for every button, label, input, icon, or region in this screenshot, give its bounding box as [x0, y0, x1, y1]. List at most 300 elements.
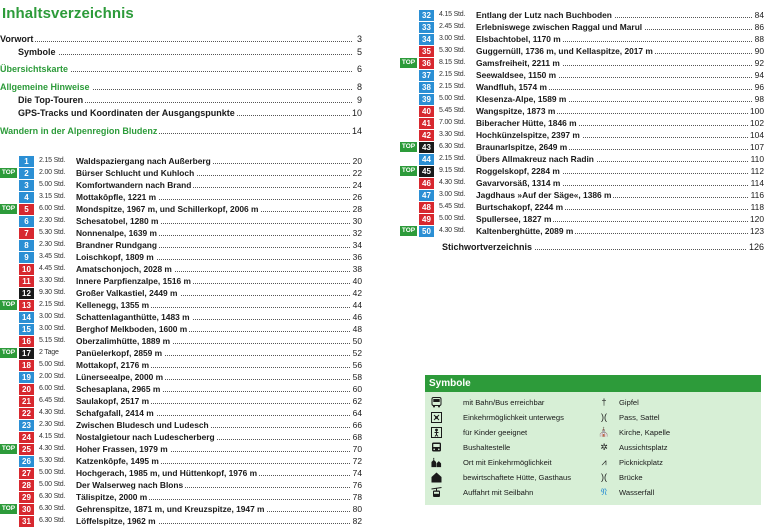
- tour-name: Spullersee, 1827 m: [476, 214, 552, 224]
- symbol-label: Picknickplatz: [619, 458, 663, 467]
- tour-duration: 2 Tage: [39, 349, 59, 356]
- tour-number-badge: 25: [19, 444, 34, 455]
- tour-entry[interactable]: [400, 153, 764, 165]
- top-badge: TOP: [401, 167, 416, 174]
- tour-entry[interactable]: [0, 359, 362, 371]
- tour-name: Mondspitze, 1967 m, und Schillerkopf, 2006 m: [76, 204, 259, 214]
- tour-duration: 6.30 Std.: [39, 505, 66, 512]
- symbol-label: Bushaltestelle: [463, 443, 511, 452]
- tour-number-badge: 11: [19, 276, 34, 287]
- tour-duration: 2.30 Std.: [39, 217, 66, 224]
- tour-duration: 5.00 Std.: [39, 469, 66, 476]
- toc-left-column: [0, 33, 362, 527]
- tour-name: Saulakopf, 2517 m: [76, 396, 150, 406]
- tour-entry[interactable]: [400, 81, 764, 93]
- tour-name: Loischkopf, 1809 m: [76, 252, 154, 262]
- symbol-label: Brücke: [619, 473, 643, 482]
- tour-duration: 6.00 Std.: [39, 205, 66, 212]
- tour-name: Bürser Schlucht und Kuhloch: [76, 168, 195, 178]
- tour-page: 114: [750, 178, 764, 188]
- tour-duration: 6.30 Std.: [439, 143, 466, 150]
- tour-duration: 3.30 Std.: [39, 277, 66, 284]
- tour-number-badge: 5: [19, 204, 34, 215]
- tour-page: 107: [750, 142, 764, 152]
- tour-page: 120: [750, 214, 764, 224]
- tour-name: Schesatobel, 1280 m: [76, 216, 159, 226]
- tour-page: 32: [352, 228, 362, 238]
- tour-page: 96: [754, 82, 764, 92]
- tour-entry[interactable]: [0, 227, 362, 239]
- tour-duration: 2.30 Std.: [39, 241, 66, 248]
- tour-name: Elsbachtobel, 1170 m: [476, 34, 561, 44]
- tour-duration: 4.15 Std.: [39, 433, 66, 440]
- symbol-legend-row: [425, 470, 761, 485]
- tour-name: Biberacher Hütte, 1846 m: [476, 118, 577, 128]
- tour-entry[interactable]: [0, 383, 362, 395]
- tour-duration: 5.00 Std.: [39, 361, 66, 368]
- tour-duration: 3.30 Std.: [439, 131, 466, 138]
- tour-duration: 6.45 Std.: [39, 397, 66, 404]
- tour-name: Zwischen Bludesch und Ludesch: [76, 420, 209, 430]
- tour-entry[interactable]: [0, 371, 362, 383]
- tour-name: Innere Parpfienzalpe, 1516 m: [76, 276, 191, 286]
- tour-number-badge: 16: [19, 336, 34, 347]
- tour-number-badge: 23: [19, 420, 34, 431]
- tour-entry[interactable]: [400, 141, 764, 153]
- tour-number-badge: 40: [419, 106, 434, 117]
- tour-page: 20: [352, 156, 362, 166]
- tour-entry[interactable]: [0, 323, 362, 335]
- tour-page: 112: [750, 166, 764, 176]
- tour-number-badge: 37: [419, 70, 434, 81]
- tour-duration: 8.15 Std.: [439, 59, 466, 66]
- tour-entry[interactable]: [400, 33, 764, 45]
- tour-name: Burtschakopf, 2244 m: [476, 202, 564, 212]
- tour-number-badge: 15: [19, 324, 34, 335]
- viewpoint-icon: ✲: [600, 442, 608, 452]
- tour-page: 44: [352, 300, 362, 310]
- bus-train-icon: [431, 397, 442, 408]
- tour-duration: 3.00 Std.: [439, 191, 466, 198]
- tour-entry[interactable]: [0, 155, 362, 167]
- tour-number-badge: 22: [19, 408, 34, 419]
- tour-entry[interactable]: [400, 45, 764, 57]
- toc-entry-page: 6: [356, 64, 362, 74]
- tour-duration: 4.30 Std.: [39, 409, 66, 416]
- tour-entry[interactable]: [0, 299, 362, 311]
- tour-entry[interactable]: [0, 419, 362, 431]
- symbol-legend-grid: [425, 392, 761, 500]
- tour-entry[interactable]: [0, 203, 362, 215]
- toc-entry-label: Vorwort: [0, 34, 34, 44]
- tour-name: Wandfluh, 1574 m: [476, 82, 547, 92]
- symbol-label: bewirtschaftete Hütte, Gasthaus: [463, 473, 572, 482]
- tour-duration: 2.30 Std.: [39, 421, 66, 428]
- tour-name: Lünerseealpe, 2000 m: [76, 372, 164, 382]
- tour-duration: 5.00 Std.: [439, 95, 466, 102]
- tour-page: 58: [352, 372, 362, 382]
- tour-name: Der Walserweg nach Blons: [76, 480, 184, 490]
- tour-duration: 5.30 Std.: [39, 229, 66, 236]
- tour-duration: 5.30 Std.: [439, 47, 466, 54]
- tour-entry[interactable]: [0, 407, 362, 419]
- tour-entry[interactable]: [0, 479, 362, 491]
- tour-page: 94: [754, 70, 764, 80]
- top-badge: TOP: [1, 169, 16, 176]
- tour-number-badge: 38: [419, 82, 434, 93]
- toc-right-column: [400, 9, 764, 237]
- tour-number-badge: 6: [19, 216, 34, 227]
- tour-page: 50: [352, 336, 362, 346]
- symbol-legend-row: [425, 455, 761, 470]
- symbol-legend-row: [425, 440, 761, 455]
- tour-name: Komfortwandern nach Brand: [76, 180, 192, 190]
- tour-page: 90: [754, 46, 764, 56]
- tour-name: Erlebniswege zwischen Raggal und Marul: [476, 22, 643, 32]
- tour-number-badge: 2: [19, 168, 34, 179]
- tour-entry[interactable]: [400, 189, 764, 201]
- tour-page: 86: [754, 22, 764, 32]
- tour-page: 102: [750, 118, 764, 128]
- tour-number-badge: 46: [419, 178, 434, 189]
- tour-name: Mottakopf, 2176 m: [76, 360, 150, 370]
- tour-duration: 2.15 Std.: [439, 71, 466, 78]
- tour-name: Löffelspitze, 1962 m: [76, 516, 156, 526]
- tour-number-badge: 39: [419, 94, 434, 105]
- tour-page: 116: [750, 190, 764, 200]
- tour-duration: 2.15 Std.: [439, 155, 466, 162]
- tour-duration: 6.00 Std.: [39, 385, 66, 392]
- tour-name: Schafgafall, 2414 m: [76, 408, 154, 418]
- tour-number-badge: 47: [419, 190, 434, 201]
- tour-page: 118: [750, 202, 764, 212]
- tour-duration: 5.45 Std.: [439, 107, 466, 114]
- tour-duration: 2.00 Std.: [39, 169, 66, 176]
- tour-entry[interactable]: [0, 335, 362, 347]
- tour-page: 22: [352, 168, 362, 178]
- tour-entry[interactable]: [400, 93, 764, 105]
- tour-number-badge: 44: [419, 154, 434, 165]
- tour-name: Guggernüll, 1736 m, und Kellaspitze, 2017 m: [476, 46, 653, 56]
- tour-name: Brandner Rundgang: [76, 240, 157, 250]
- toc-entry-label: Allgemeine Hinweise: [0, 82, 90, 92]
- tour-name: Mottakôpfle, 1221 m: [76, 192, 157, 202]
- tour-name: Roggelskopf, 2284 m: [476, 166, 560, 176]
- toc-entry[interactable]: [0, 33, 362, 46]
- tour-name: Gamsfreiheit, 2211 m: [476, 58, 560, 68]
- symbol-label: mit Bahn/Bus erreichbar: [463, 398, 545, 407]
- cable-car-icon: [431, 487, 442, 498]
- tour-entry[interactable]: [400, 105, 764, 117]
- tour-name: Schesaplana, 2965 m: [76, 384, 161, 394]
- tour-entry[interactable]: [0, 167, 362, 179]
- tour-name: Gavarvorsäß, 1314 m: [476, 178, 561, 188]
- tour-entry[interactable]: [0, 191, 362, 203]
- tour-duration: 4.45 Std.: [39, 265, 66, 272]
- tour-entry[interactable]: [0, 431, 362, 443]
- tour-number-badge: 27: [19, 468, 34, 479]
- toc-entry[interactable]: [0, 125, 362, 138]
- toc-entry-label: Die Top-Touren: [18, 95, 84, 105]
- tour-page: 80: [352, 504, 362, 514]
- symbol-legend-row: [425, 485, 761, 500]
- tour-number-badge: 13: [19, 300, 34, 311]
- tour-page: 104: [750, 130, 764, 140]
- tour-number-badge: 26: [19, 456, 34, 467]
- tour-entry[interactable]: [0, 215, 362, 227]
- tour-page: 70: [352, 444, 362, 454]
- tour-number-badge: 21: [19, 396, 34, 407]
- tour-page: 98: [754, 94, 764, 104]
- tour-page: 88: [754, 34, 764, 44]
- tour-page: 84: [754, 10, 764, 20]
- top-badge: TOP: [401, 227, 416, 234]
- tour-name: Amatschonjoch, 2028 m: [76, 264, 172, 274]
- toc-entry-page: 14: [351, 126, 362, 136]
- tour-duration: 2.45 Std.: [439, 23, 466, 30]
- bridge-icon: )(: [601, 472, 607, 482]
- tour-page: 123: [750, 226, 764, 236]
- tour-entry[interactable]: [400, 69, 764, 81]
- tour-page: 48: [352, 324, 362, 334]
- hut-icon: [431, 472, 442, 483]
- tour-duration: 9.15 Std.: [439, 167, 466, 174]
- tour-name: Wangspitze, 1873 m: [476, 106, 556, 116]
- tour-entry[interactable]: [0, 311, 362, 323]
- tour-page: 30: [352, 216, 362, 226]
- tour-page: 42: [352, 288, 362, 298]
- stichwort-entry[interactable]: [442, 241, 764, 254]
- children-icon: [431, 427, 442, 438]
- toc-entry[interactable]: [0, 46, 362, 59]
- tour-name: Gehrenspitze, 1871 m, und Kreuzspitze, 1947 m: [76, 504, 265, 514]
- tour-entry[interactable]: [0, 443, 362, 455]
- tour-number-badge: 19: [19, 372, 34, 383]
- tour-number-badge: 42: [419, 130, 434, 141]
- tour-page: 24: [352, 180, 362, 190]
- tour-entry[interactable]: [0, 395, 362, 407]
- tour-duration: 3.15 Std.: [39, 193, 66, 200]
- tour-number-badge: 43: [419, 142, 434, 153]
- symbol-legend-row: [425, 395, 761, 410]
- tour-number-badge: 1: [19, 156, 34, 167]
- leader-dots: [10, 33, 352, 42]
- tour-page: 62: [352, 396, 362, 406]
- tour-number-badge: 4: [19, 192, 34, 203]
- top-badge: TOP: [1, 445, 16, 452]
- tour-page: 38: [352, 264, 362, 274]
- tour-number-badge: 45: [419, 166, 434, 177]
- symbol-label: Pass, Sattel: [619, 413, 660, 422]
- tour-number-badge: 17: [19, 348, 34, 359]
- tour-duration: 4.30 Std.: [39, 445, 66, 452]
- toc-entry-page: 8: [356, 82, 362, 92]
- tour-number-badge: 50: [419, 226, 434, 237]
- tour-page: 64: [352, 408, 362, 418]
- tour-entry[interactable]: [0, 503, 362, 515]
- tour-entry[interactable]: [0, 263, 362, 275]
- tour-name: Nostalgietour nach Ludescherberg: [76, 432, 215, 442]
- tour-name: Kellenegg, 1355 m: [76, 300, 150, 310]
- tour-number-badge: 36: [419, 58, 434, 69]
- tour-name: Übers Allmakreuz nach Radin: [476, 154, 594, 164]
- tour-duration: 9.30 Std.: [39, 289, 66, 296]
- tour-entry[interactable]: [0, 239, 362, 251]
- tour-name: Hochkünzelspitze, 2397 m: [476, 130, 580, 140]
- tour-page: 76: [352, 480, 362, 490]
- waterfall-icon: 𝔑: [600, 487, 608, 497]
- tour-entry[interactable]: [0, 467, 362, 479]
- top-badge: TOP: [1, 349, 16, 356]
- page-title: Inhaltsverzeichnis: [2, 5, 134, 22]
- tour-page: 46: [352, 312, 362, 322]
- toc-entry[interactable]: [0, 63, 362, 76]
- tour-duration: 2.15 Std.: [39, 301, 66, 308]
- toc-entry[interactable]: [0, 94, 362, 107]
- tour-entry[interactable]: [0, 347, 362, 359]
- tour-duration: 6.30 Std.: [39, 493, 66, 500]
- tour-entry[interactable]: [0, 491, 362, 503]
- tour-number-badge: 3: [19, 180, 34, 191]
- tour-duration: 3.00 Std.: [39, 313, 66, 320]
- tour-name: Jagdhaus »Auf der Säge«, 1386 m: [476, 190, 612, 200]
- tour-duration: 5.15 Std.: [39, 337, 66, 344]
- tour-page: 36: [352, 252, 362, 262]
- bus-stop-icon: [431, 442, 442, 453]
- symbol-legend-row: [425, 410, 761, 425]
- tour-page: 100: [750, 106, 764, 116]
- tour-page: 68: [352, 432, 362, 442]
- tour-entry[interactable]: [400, 225, 764, 237]
- summit-cross-icon: †: [601, 397, 607, 407]
- tour-entry[interactable]: [400, 129, 764, 141]
- tour-name: Nonnenalpe, 1639 m: [76, 228, 157, 238]
- tour-entry[interactable]: [400, 117, 764, 129]
- leader-dots: [28, 46, 352, 55]
- tour-name: Großer Valkastiel, 2449 m: [76, 288, 178, 298]
- tour-entry[interactable]: [400, 165, 764, 177]
- tour-name: Katzenkôpfe, 1495 m: [76, 456, 159, 466]
- tour-entry[interactable]: [0, 455, 362, 467]
- tour-name: Waldspaziergang nach Außerberg: [76, 156, 211, 166]
- tour-number-badge: 35: [419, 46, 434, 57]
- tour-number-badge: 32: [419, 10, 434, 21]
- toc-entry-label: GPS-Tracks und Koordinaten der Ausgangspunkte: [18, 108, 235, 118]
- toc-entry-page: 10: [351, 108, 362, 118]
- tour-number-badge: 7: [19, 228, 34, 239]
- tour-page: 66: [352, 420, 362, 430]
- tour-entry[interactable]: [400, 57, 764, 69]
- symbol-label: Kirche, Kapelle: [619, 428, 671, 437]
- top-badge: TOP: [1, 205, 16, 212]
- tour-duration: 5.00 Std.: [39, 481, 66, 488]
- tour-number-badge: 12: [19, 288, 34, 299]
- tour-entry[interactable]: [400, 9, 764, 21]
- top-badge: TOP: [1, 301, 16, 308]
- tour-name: Seewaldsee, 1150 m: [476, 70, 557, 80]
- tour-name: Braunarlspitze, 2649 m: [476, 142, 568, 152]
- tour-duration: 3.00 Std.: [39, 325, 66, 332]
- shopping-icon: [431, 412, 442, 423]
- top-badge: TOP: [401, 59, 416, 66]
- symbol-legend: [425, 375, 761, 505]
- toc-entry-page: 5: [356, 47, 362, 57]
- tour-page: 78: [352, 492, 362, 502]
- tour-number-badge: 8: [19, 240, 34, 251]
- tour-number-badge: 31: [19, 516, 34, 527]
- tour-entry[interactable]: [400, 213, 764, 225]
- tour-duration: 5.00 Std.: [39, 181, 66, 188]
- tour-page: 110: [750, 154, 764, 164]
- stichwort-label: Stichwortverzeichnis: [442, 242, 533, 252]
- symbol-label: Auffahrt mit Seilbahn: [463, 488, 534, 497]
- tour-number-badge: 48: [419, 202, 434, 213]
- symbol-label: Wasserfall: [619, 488, 655, 497]
- tour-name: Hochgerach, 1985 m, und Hüttenkopf, 1976 m: [76, 468, 258, 478]
- tour-number-badge: 34: [419, 34, 434, 45]
- tour-number-badge: 41: [419, 118, 434, 129]
- toc-entry[interactable]: [0, 81, 362, 94]
- tour-number-badge: 9: [19, 252, 34, 263]
- tour-name: Schattenlaganthütte, 1483 m: [76, 312, 190, 322]
- tour-name: Hoher Frassen, 1979 m: [76, 444, 168, 454]
- tour-entry[interactable]: [0, 287, 362, 299]
- tour-entry[interactable]: [400, 177, 764, 189]
- tour-entry[interactable]: [0, 179, 362, 191]
- tour-entry[interactable]: [0, 275, 362, 287]
- toc-entry-label: Symbole: [18, 47, 56, 57]
- tour-number-badge: 29: [19, 492, 34, 503]
- tour-name: Klesenza-Alpe, 1589 m: [476, 94, 567, 104]
- tour-number-badge: 14: [19, 312, 34, 323]
- tour-page: 40: [352, 276, 362, 286]
- tour-number-badge: 18: [19, 360, 34, 371]
- stichwort-page: 126: [748, 242, 764, 252]
- tour-number-badge: 28: [19, 480, 34, 491]
- tour-name: Oberzalimhütte, 1889 m: [76, 336, 171, 346]
- tour-page: 82: [352, 516, 362, 526]
- symbol-legend-row: [425, 425, 761, 440]
- tour-name: Berghof Melkboden, 1600 m: [76, 324, 188, 334]
- toc-entry-label: Wandern in der Alpenregion Bludenz: [0, 126, 158, 136]
- tour-page: 56: [352, 360, 362, 370]
- symbol-label: Gipfel: [619, 398, 639, 407]
- tour-number-badge: 24: [19, 432, 34, 443]
- top-badge: TOP: [401, 143, 416, 150]
- top-badge: TOP: [1, 505, 16, 512]
- tour-entry[interactable]: [0, 251, 362, 263]
- tour-entry[interactable]: [400, 201, 764, 213]
- tour-page: 60: [352, 384, 362, 394]
- tour-page: 72: [352, 456, 362, 466]
- tour-duration: 2.00 Std.: [39, 373, 66, 380]
- tour-entry[interactable]: [400, 21, 764, 33]
- toc-entry-page: 9: [356, 95, 362, 105]
- tour-duration: 4.30 Std.: [439, 179, 466, 186]
- tour-duration: 4.30 Std.: [439, 227, 466, 234]
- tour-duration: 6.30 Std.: [39, 517, 66, 524]
- symbol-label: Ort mit Einkehrmöglichkeit: [463, 458, 552, 467]
- tour-page: 28: [352, 204, 362, 214]
- tour-page: 92: [754, 58, 764, 68]
- tour-entry[interactable]: [0, 515, 362, 527]
- tour-page: 34: [352, 240, 362, 250]
- tour-number-badge: 10: [19, 264, 34, 275]
- toc-entry[interactable]: [0, 107, 362, 120]
- chapel-icon: ⛪: [598, 427, 610, 437]
- symbol-label: für Kinder geeignet: [463, 428, 528, 437]
- village-icon: [431, 457, 442, 468]
